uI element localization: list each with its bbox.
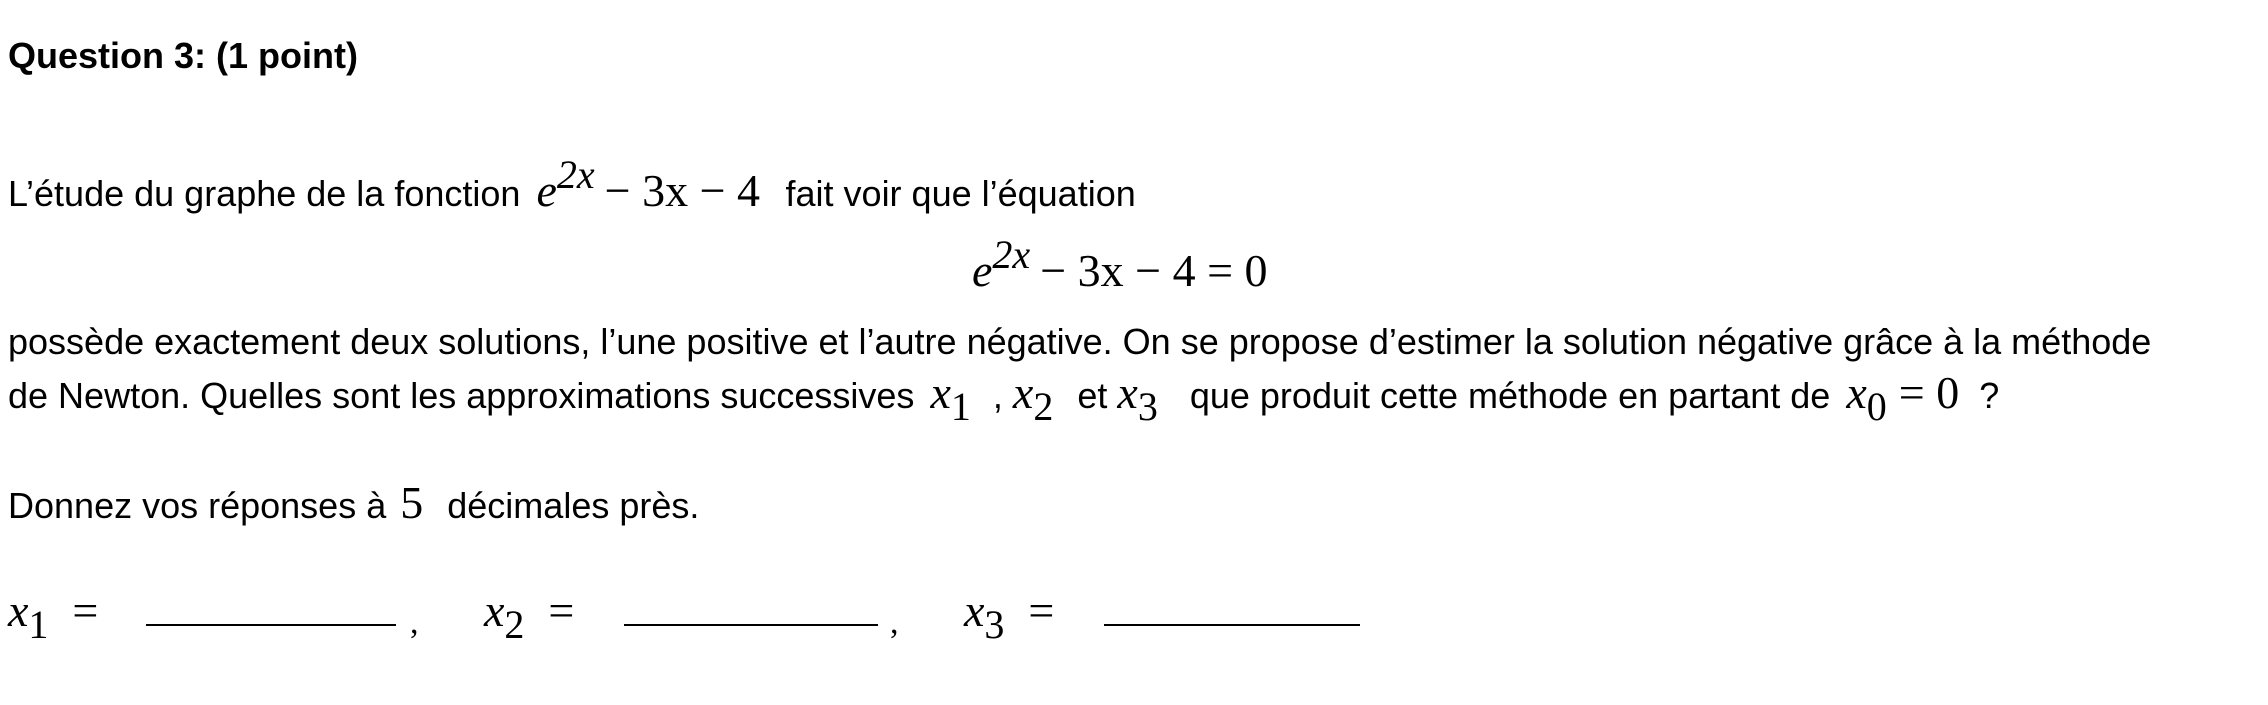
answer-1-var: x xyxy=(8,585,29,636)
body-line-2-end: ? xyxy=(1979,375,2000,416)
equation-exponent: 2x xyxy=(992,232,1031,277)
answer-2-sub: 2 xyxy=(504,602,525,647)
x1-inline-sub: 1 xyxy=(950,384,971,429)
x2-inline-sub: 2 xyxy=(1033,384,1054,429)
body-line-2-a: de Newton. Quelles sont les approximations successives xyxy=(8,375,915,416)
function-base: e xyxy=(536,165,557,216)
body-line-2-et: et xyxy=(1077,375,1108,416)
x1-inline xyxy=(930,367,971,429)
answer-2-label xyxy=(484,585,575,647)
x2-inline-var: x xyxy=(1012,367,1034,418)
function-rest: − 3x − 4 xyxy=(604,165,761,216)
answer-1-input[interactable] xyxy=(146,624,396,626)
instruction-before: Donnez vos réponses à xyxy=(8,485,387,526)
answer-2-separator: , xyxy=(890,604,899,641)
answer-2-var: x xyxy=(484,585,505,636)
x0-inline-sub: 0 xyxy=(1866,384,1887,429)
function-exponent: 2x xyxy=(556,152,595,197)
answer-3-input[interactable] xyxy=(1104,624,1360,626)
question-title: Question 3: (1 point) xyxy=(8,35,358,76)
answer-2-eq: = xyxy=(548,585,575,636)
answer-1-sub: 1 xyxy=(28,602,49,647)
x3-inline-var: x xyxy=(1117,367,1138,418)
equation-rest: − 3x − 4 = 0 xyxy=(1040,245,1268,296)
answer-3-sub: 3 xyxy=(984,602,1005,647)
body-line-1: possède exactement deux solutions, l’une positive et l’autre négative. On se propose d’estimer la solution négative grâce à la méthode xyxy=(8,321,2152,362)
answer-1-eq: = xyxy=(72,585,99,636)
x0-inline-var: x xyxy=(1846,367,1867,418)
x1-inline-var: x xyxy=(930,367,951,418)
answer-3-eq: = xyxy=(1028,585,1055,636)
answer-1-label xyxy=(8,585,99,647)
instruction-line xyxy=(8,477,700,528)
x0-inline-rhs: = 0 xyxy=(1898,367,1960,418)
answer-1-separator: , xyxy=(410,604,419,641)
intro-function xyxy=(536,152,771,216)
body-line-2 xyxy=(8,367,2000,429)
x0-inline xyxy=(1846,367,1960,429)
intro-text-after: fait voir que l’équation xyxy=(785,173,1136,214)
centered-equation xyxy=(972,232,1268,296)
body-line-2-sep1: , xyxy=(992,375,1003,416)
answer-3-var: x xyxy=(964,585,985,636)
answer-3-label xyxy=(964,585,1055,647)
body-line-2-b: que produit cette méthode en partant de xyxy=(1189,375,1831,416)
equation-base: e xyxy=(972,245,993,296)
intro-line xyxy=(8,152,1136,216)
intro-text-before: L’étude du graphe de la fonction xyxy=(8,173,521,214)
instruction-after: décimales près. xyxy=(447,485,700,526)
decimal-count: 5 xyxy=(400,477,424,528)
x3-inline-sub: 3 xyxy=(1137,384,1158,429)
x3-inline xyxy=(1117,367,1158,429)
x2-inline xyxy=(1012,367,1054,429)
answer-2-input[interactable] xyxy=(624,624,878,626)
